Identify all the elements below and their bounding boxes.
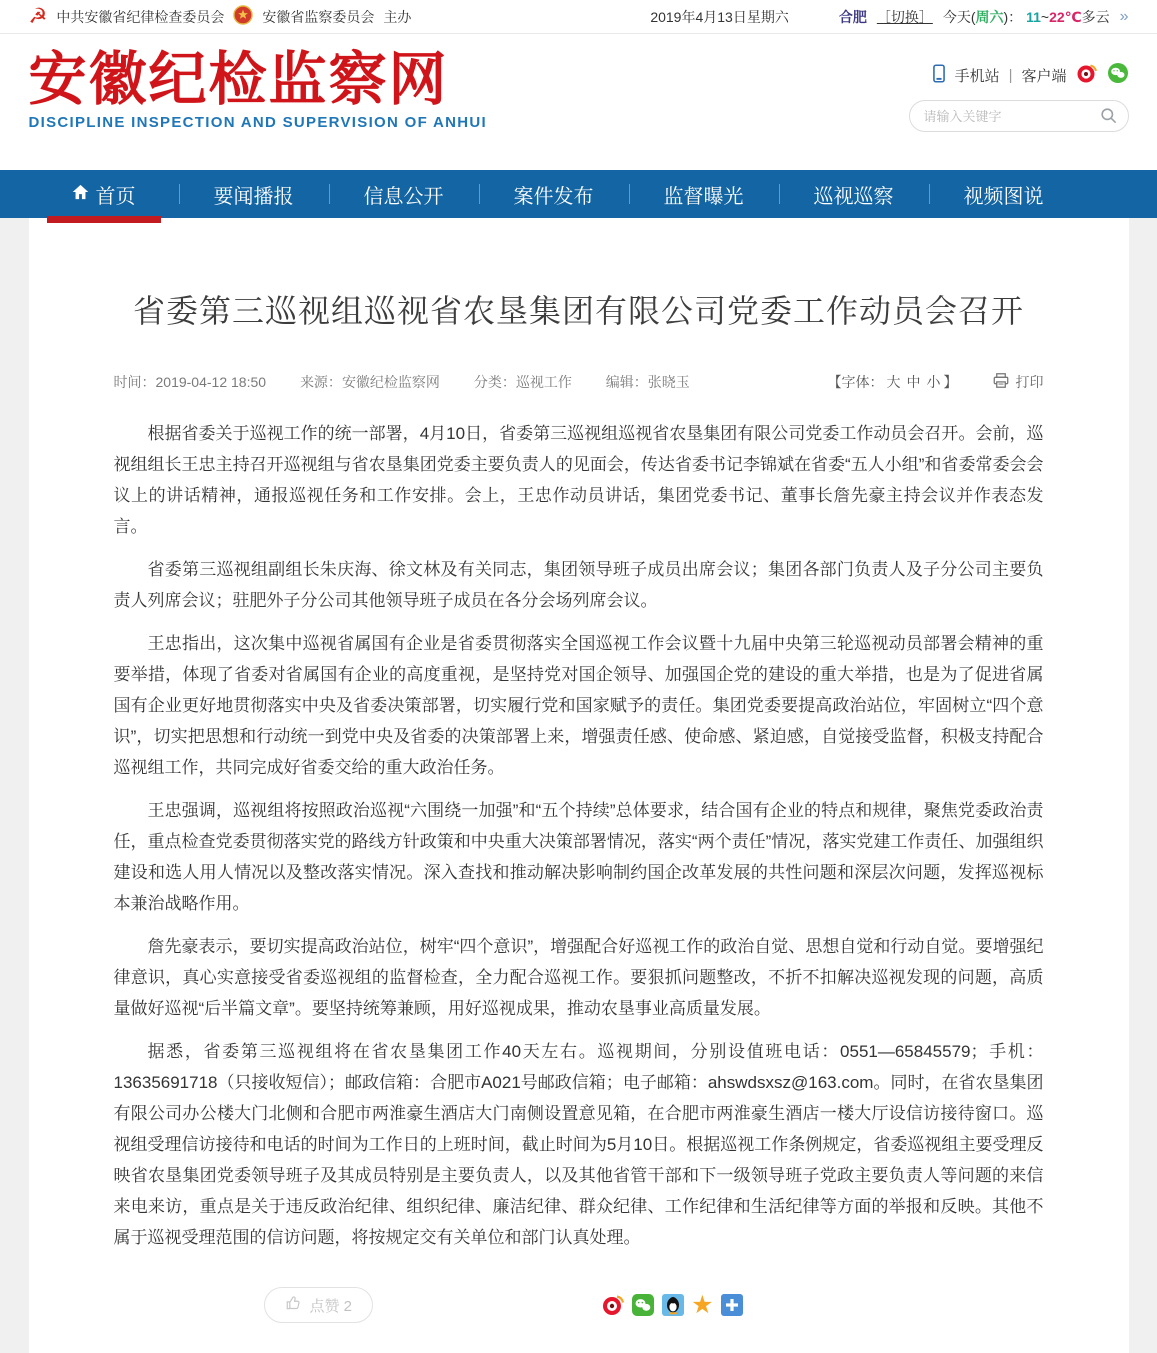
thumb-up-icon xyxy=(285,1294,303,1316)
article-paragraph: 根据省委关于巡视工作的统一部署，4月10日，省委第三巡视组巡视省农垦集团有限公司党委工作动员会召开。会前，巡视组组长王忠主持召开巡视组与省农垦集团党委主要负责人的见面会，传达省委书记李锦斌在省委“五人小组”和省委常委会会议上的讲话精神，通报巡视任务和工作安排。会上，王忠作动员讲话，集团党委书记、董事长詹先豪主持会议并作表态发言。 xyxy=(113,424,1044,536)
date-label: 2019年4月13日星期六 xyxy=(650,8,789,25)
like-button[interactable] xyxy=(264,1287,374,1323)
weibo-share-icon[interactable] xyxy=(601,1293,625,1317)
print-button[interactable] xyxy=(992,372,1044,392)
nav-item-info-disclosure[interactable] xyxy=(329,170,479,218)
mobile-site-link[interactable]: 手机站 xyxy=(954,67,1000,85)
site-title: 安徽纪检监察网 xyxy=(28,45,449,113)
nav-item-supervision[interactable] xyxy=(629,170,779,218)
article-actions xyxy=(114,1287,1044,1323)
meta-category: 分类：巡视工作 xyxy=(473,374,572,390)
article-paragraph: 省委第三巡视组副组长朱庆海、徐文林及有关同志，集团领导班子成员出席会议；集团各部门负责人及子分公司主要负责人列席会议；驻肥外子分公司其他领导班子成员在各分会场列席会议。 xyxy=(113,560,1044,610)
site-subtitle: DISCIPLINE INSPECTION AND SUPERVISION OF ANHUI xyxy=(28,113,487,131)
nav-item-label: 巡视巡察 xyxy=(813,185,894,208)
host-label: 主办 xyxy=(383,8,412,25)
quick-links-divider: | xyxy=(1008,66,1013,84)
weibo-icon[interactable] xyxy=(1076,62,1098,88)
article-paragraph: 詹先豪表示，要切实提高政治站位，树牢“四个意识”，增强配合好巡视工作的政治自觉、思想自觉和行动自觉。要增强纪律意识，真心实意接受省委巡视组的监督检查，全力配合巡视工作。要狠抓问题整改，不折不扣解决巡视发现的问题，高质量做好巡视“后半篇文章”。要坚持统筹兼顾，用好巡视成果，推动农垦事业高质量发展。 xyxy=(113,937,1044,1018)
article-container xyxy=(29,218,1129,1353)
topbar-host-orgs xyxy=(29,5,412,28)
meta-editor: 编辑：张晓玉 xyxy=(605,374,690,390)
article-paragraph: 据悉，省委第三巡视组将在省农垦集团工作40天左右。巡视期间，分别设值班电话：0551—65845579；手机：13635691718（只接收短信）；邮政信箱：合肥市A021号邮政信箱；电子邮箱：ahswdsxsz@163.com。同时，在省农垦集团有限公司办公楼大门北侧和合肥市两淮豪生酒店大门南侧设置意见箱，在合肥市两淮豪生酒店一楼大厅设信访接待窗口。巡视组受理信访接待和电话的时间为工作日的上班时间，截止时间为5月10日。根据巡视工作条例规定，省委巡视组主要受理反映省农垦集团党委领导班子及其成员特别是主要负责人，以及其他省管干部和下一级领导班子党政主要负责人等问题的来信来电来访，重点是关于违反政治纪律、组织纪律、廉洁纪律、群众纪律、工作纪律和生活纪律等方面的举报和反映。其他不属于巡视受理范围的信访问题，将按规定交有关单位和部门认真处理。 xyxy=(113,1042,1044,1247)
search-icon[interactable] xyxy=(1099,106,1118,130)
like-label: 点赞 2 xyxy=(309,1297,353,1315)
nav-item-label: 监督曝光 xyxy=(663,185,744,208)
wechat-icon[interactable] xyxy=(1107,62,1129,88)
topbar xyxy=(0,0,1157,34)
meta-source: 来源：安徽纪检监察网 xyxy=(299,374,440,390)
site-header xyxy=(0,34,1157,170)
main-nav xyxy=(0,170,1157,218)
home-icon xyxy=(72,183,89,206)
weather-label: 今天(周六)： 11~22℃多云 xyxy=(942,8,1110,25)
article-paragraph: 王忠指出，这次集中巡视省属国有企业是省委贯彻落实全国巡视工作会议暨十九届中央第三轮巡视动员部署会精神的重要举措，体现了省委对省属国有企业的高度重视，是坚持党对国企领导、加强国企党的建设的重大举措，也是为了促进省属国有企业更好地贯彻落实中央及省委决策部署，切实履行党和国家赋予的责任。集团党委要提高政治站位，牢固树立“四个意识”，切实把思想和行动统一到党中央及省委的决策部署上来，增强责任感、使命感、紧迫感，自觉接受监督，积极支持配合巡视组工作，共同完成好省委交给的重大政治任务。 xyxy=(113,634,1044,777)
weather-more-arrow[interactable]: » xyxy=(1119,7,1129,25)
font-medium-button[interactable]: 中 xyxy=(906,374,921,390)
wechat-share-icon[interactable] xyxy=(631,1293,655,1317)
nav-item-news[interactable] xyxy=(179,170,329,218)
national-emblem-icon xyxy=(233,5,253,28)
org2-label: 安徽省监察委员会 xyxy=(262,8,375,25)
nav-item-label: 视频图说 xyxy=(963,185,1044,208)
nav-item-video[interactable] xyxy=(929,170,1079,218)
font-large-button[interactable]: 大 xyxy=(886,374,901,390)
city-switch-link[interactable]: ［切换］ xyxy=(876,8,933,25)
mobile-phone-icon xyxy=(932,64,946,87)
font-size-label-end: 】 xyxy=(943,374,958,390)
qzone-share-icon[interactable]: ★ xyxy=(691,1291,714,1319)
article-paragraph: 王忠强调，巡视组将按照政治巡视“六围绕一加强”和“五个持续”总体要求，结合国有企业的特点和规律，聚焦党委政治责任，重点检查党委贯彻落实党的路线方针政策和中央重大决策部署情况，落实“两个责任”情况，落实党建工作责任、加强组织建设和选人用人情况以及整改落实情况。深入查找和推动解决影响制约国企改革发展的共性问题和深层次问题，发挥巡视标本兼治战略作用。 xyxy=(113,801,1044,913)
font-small-button[interactable]: 小 xyxy=(926,374,941,390)
city-link[interactable]: 合肥 xyxy=(838,8,867,25)
search-input[interactable] xyxy=(909,100,1129,132)
nav-item-home[interactable] xyxy=(29,170,179,218)
topbar-weather xyxy=(650,7,1128,27)
article-title: 省委第三巡视组巡视省农垦集团有限公司党委工作动员会召开 xyxy=(132,293,1024,329)
site-logo xyxy=(29,46,487,132)
font-size-label: 【字体： xyxy=(827,374,884,390)
article-meta xyxy=(114,372,1044,392)
meta-time: 时间：2019-04-12 18:50 xyxy=(113,374,267,390)
nav-item-inspection[interactable] xyxy=(779,170,929,218)
nav-item-label: 信息公开 xyxy=(363,185,444,208)
share-more-icon[interactable] xyxy=(720,1293,744,1317)
nav-item-label: 案件发布 xyxy=(513,185,594,208)
printer-icon xyxy=(992,372,1010,392)
nav-item-label: 首页 xyxy=(95,185,136,208)
print-label: 打印 xyxy=(1015,374,1044,390)
nav-item-label: 要闻播报 xyxy=(213,185,294,208)
share-bar xyxy=(601,1293,743,1317)
party-emblem-icon: ☭ xyxy=(28,5,48,28)
nav-item-case-release[interactable] xyxy=(479,170,629,218)
article-body xyxy=(114,418,1044,1253)
client-app-link[interactable]: 客户端 xyxy=(1021,67,1067,85)
search-box xyxy=(909,100,1129,132)
org1-label: 中共安徽省纪律检查委员会 xyxy=(56,8,225,25)
qq-share-icon[interactable] xyxy=(661,1293,685,1317)
